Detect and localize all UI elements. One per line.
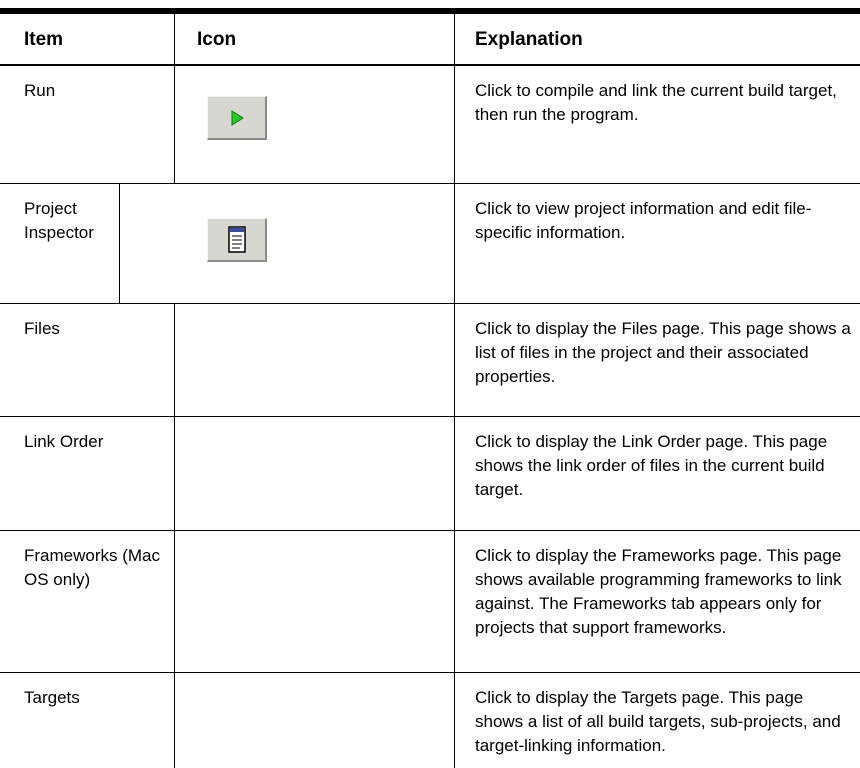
item-cell: Link Order bbox=[0, 417, 175, 530]
table-row bbox=[0, 417, 860, 531]
icon-cell bbox=[175, 66, 455, 183]
explanation-cell: Click to display the Link Order page. This page shows the link order of files in the current build target. bbox=[475, 432, 828, 499]
project-inspector-button[interactable] bbox=[207, 218, 267, 262]
table-row bbox=[0, 66, 860, 184]
explanation-cell: Click to display the Frameworks page. This page shows available programming frameworks to link against. The Frameworks tab appears only for projects that support frameworks. bbox=[475, 546, 842, 637]
icon-cell bbox=[175, 417, 455, 530]
table-header-row bbox=[0, 14, 860, 66]
icon-cell bbox=[175, 531, 455, 672]
explanation-cell: Click to display the Files page. This page shows a list of files in the project and their associated properties. bbox=[475, 319, 851, 386]
project-inspector-icon bbox=[208, 219, 266, 261]
item-cell: Targets bbox=[0, 673, 175, 768]
table-row bbox=[0, 184, 860, 304]
explanation-cell: Click to compile and link the current build target, then run the program. bbox=[475, 81, 837, 124]
run-button[interactable] bbox=[207, 96, 267, 140]
run-play-icon bbox=[208, 97, 266, 139]
icons-table bbox=[0, 8, 860, 768]
header-icon: Icon bbox=[175, 14, 455, 64]
icon-cell bbox=[175, 673, 455, 768]
item-cell: Project Inspector bbox=[0, 184, 120, 303]
table-row bbox=[0, 673, 860, 768]
icon-cell bbox=[175, 184, 455, 303]
table-row bbox=[0, 304, 860, 417]
header-explanation: Explanation bbox=[475, 29, 583, 50]
item-cell: Run bbox=[0, 66, 175, 183]
explanation-cell: Click to view project information and edit file-specific information. bbox=[475, 199, 812, 242]
icon-cell bbox=[175, 304, 455, 416]
explanation-cell: Click to display the Targets page. This page shows a list of all build targets, sub-projects, and target-linking information. bbox=[475, 688, 841, 755]
item-cell: Files bbox=[0, 304, 175, 416]
table-row bbox=[0, 531, 860, 673]
item-cell: Frameworks (Mac OS only) bbox=[0, 531, 175, 672]
header-item: Item bbox=[0, 14, 175, 64]
